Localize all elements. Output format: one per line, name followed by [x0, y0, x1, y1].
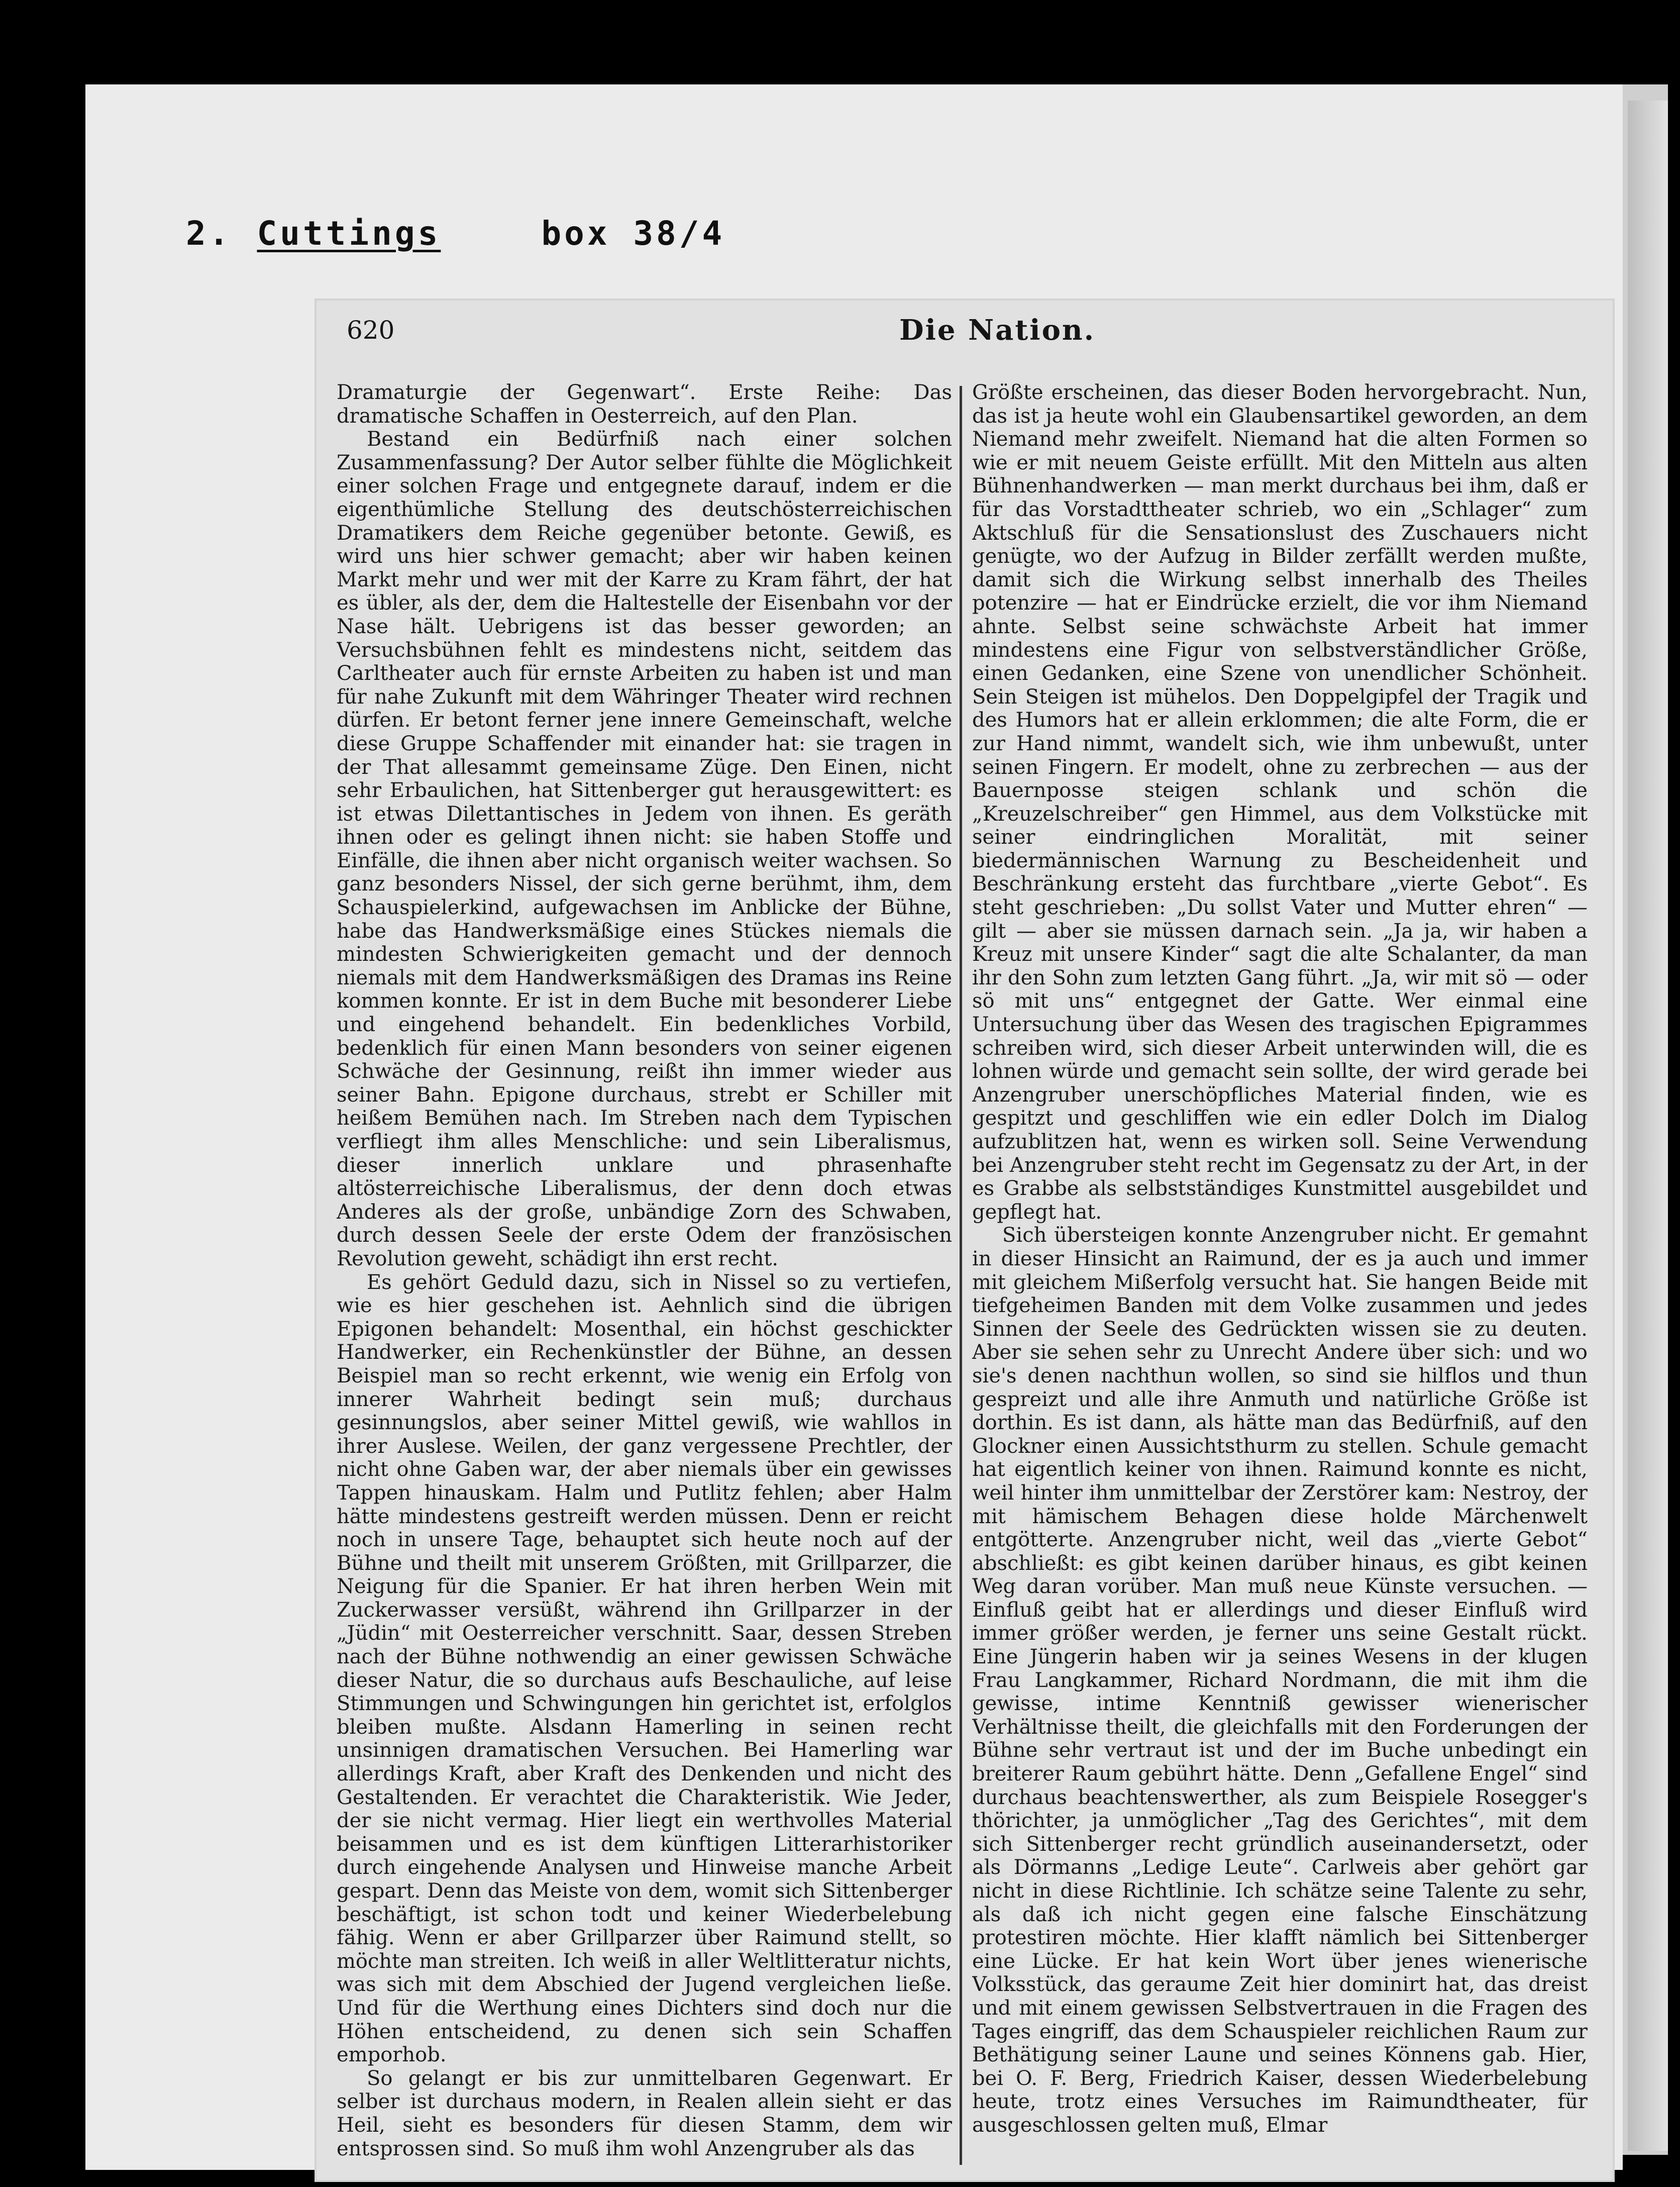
paragraph: Dramaturgie der Gegenwart“. Erste Reihe: Das dramatische Schaffen in Oesterreich, auf den Plan. [337, 381, 952, 428]
page-number: 620 [347, 316, 395, 345]
newspaper-clipping [317, 301, 1613, 2180]
archive-label-number: 2. [186, 214, 232, 253]
archive-label-box: box 38/4 [541, 214, 725, 253]
journal-title: Die Nation. [899, 314, 1096, 347]
paragraph: Sich übersteigen konnte Anzengruber nicht. Er gemahnt in dieser Hinsicht an Raimund, der es ja auch und immer mit gleichem Mißerfolg versucht hat. Sie hangen Beide mit tiefgeheimen Banden mit dem Volke zusammen und jedes Sinnen der Seele des Gedrückten wissen sie zu deuten. Aber sie sehen sehr zu Unrecht Andere über sich: und wo sie's denen nachthun wollen, so sind sie hilflos und thun gespreizt und alle ihre Anmuth und natürliche Größe ist dorthin. Es ist dann, als hätte man das Bedürfniß, auf den Glockner einen Aussichtsthurm zu stellen. Schule gemacht hat eigentlich keiner von ihnen. Raimund konnte es nicht, weil hinter ihm unmittelbar der Zerstörer kam: Nestroy, der mit hämischem Behagen diese holde Märchenwelt entgötterte. Anzengruber nicht, weil das „vierte Gebot“ abschließt: es gibt keinen darüber hinaus, es gibt keinen Weg daran vorüber. Man muß neue Künste versuchen. — Einfluß geibt hat er allerdings und dieser Einfluß wird immer größer werden, je ferner uns seine Gestalt rückt. Eine Jüngerin haben wir ja seines Wesens in der klugen Frau Langkammer, Richard Nordmann, die mit ihm die gewisse, intime Kenntniß gewisser wienerischer Verhältnisse theilt, die gleichfalls mit den Forderungen der Bühne sehr vertraut ist und der im Buche unbedingt ein breiterer Raum gebührt hätte. Denn „Gefallene Engel“ sind durchaus beachtenswerther, als zum Beispiele Rosegger's thörichter, ja unmöglicher „Tag des Gerichtes“, mit dem sich Sittenberger recht gründlich auseinandersetzt, oder als Dörmanns „Ledige Leute“. Carlweis aber gehört gar nicht in diese Richtlinie. Ich schätze seine Talente zu sehr, als daß ich nicht gegen eine falsche Einschätzung protestiren möchte. Hier klafft nämlich bei Sittenberger eine Lücke. Er hat kein Wort über jenes wienerische Volksstück, das geraume Zeit hier dominirt hat, das dreist und mit einem gewissen Selbstvertrauen in die Fragen des Tages eingriff, das dem Schauspieler reichlichen Raum zur Bethätigung seiner Laune und seines Könnens gab. Hier, bei O. F. Berg, Friedrich Kaiser, dessen Wiederbelebung heute, trotz eines Versuches im Raimundtheater, für ausgeschlossen gelten muß, Elmar [972, 1224, 1588, 2137]
archive-label [186, 214, 725, 253]
backing-sheet-edge [1628, 101, 1668, 2151]
text-column-left [337, 381, 952, 2170]
paragraph: So gelangt er bis zur unmittelbaren Gegenwart. Er selber ist durchaus modern, in Realen allein sieht er das Heil, sieht es besonders für diesen Stamm, dem wir entsprossen sind. So muß ihm wohl Anzengruber als das [337, 2066, 952, 2160]
paragraph: Bestand ein Bedürfniß nach einer solchen Zusammenfassung? Der Autor selber fühlte die Möglichkeit einer solchen Frage und entgegnete darauf, indem er die eigenthümliche Stellung des deutschösterreichischen Dramatikers dem Reiche gegenüber betonte. Gewiß, es wird uns hier schwer gemacht; aber wir haben keinen Markt mehr und wer mit der Karre zu Kram fährt, der hat es übler, als der, dem die Haltestelle der Eisenbahn vor der Nase hält. Uebrigens ist das besser geworden; an Versuchsbühnen fehlt es mindestens nicht, seitdem das Carltheater auch für ernste Arbeiten zu haben ist und man für nahe Zukunft mit dem Währinger Theater wird rechnen dürfen. Er betont ferner jene innere Gemeinschaft, welche diese Gruppe Schaffender mit einander hat: sie tragen in der That allesammt gemeinsame Züge. Den Einen, nicht sehr Erbaulichen, hat Sittenberger gut herausgewittert: es ist etwas Dilettantisches in Jedem von ihnen. Es geräth ihnen oder es gelingt ihnen nicht: sie haben Stoffe und Einfälle, die ihnen aber nicht organisch weiter wachsen. So ganz besonders Nissel, der sich gerne berühmt, ihm, dem Schauspielerkind, aufgewachsen im Anblicke der Bühne, habe das Handwerksmäßige eines Stückes niemals die mindesten Schwierigkeiten gemacht und der dennoch niemals mit dem Handwerksmäßigen des Dramas ins Reine kommen konnte. Er ist in dem Buche mit besonderer Liebe und eingehend behandelt. Ein bedenkliches Vorbild, bedenklich für einen Mann besonders von seiner eigenen Schwäche der Gesinnung, reißt ihn immer wieder aus seiner Bahn. Epigone durchaus, strebt er Schiller mit heißem Bemühen nach. Im Streben nach dem Typischen verfliegt ihm alles Menschliche: und sein Liberalismus, dieser innerlich unklare und phrasenhafte altösterreichische Liberalismus, der denn doch etwas Anderes als der große, unbändige Zorn des Schwaben, durch dessen Seele der erste Odem der französischen Revolution geweht, schädigt ihn erst recht. [337, 428, 952, 1270]
archive-label-category: Cuttings [257, 214, 441, 253]
paragraph: Es gehört Geduld dazu, sich in Nissel so zu vertiefen, wie es hier geschehen ist. Aehnlich sind die übrigen Epigonen behandelt: Mosenthal, ein höchst geschickter Handwerker, ein Rechenkünstler der Bühne, an dessen Beispiel man so recht erkennt, wie wenig ein Erfolg von innerer Wahrheit bedingt sein muß; durchaus gesinnungslos, aber seiner Mittel gewiß, wie wahllos in ihrer Auslese. Weilen, der ganz vergessene Prechtler, der nicht ohne Gaben war, der aber niemals über ein gewisses Tappen hinauskam. Halm und Putlitz fehlen; aber Halm hätte mindestens gestreift werden müssen. Denn er reicht noch in unsere Tage, behauptet sich heute noch auf der Bühne und theilt mit unserem Größten, mit Grillparzer, die Neigung für die Spanier. Er hat ihren herben Wein mit Zuckerwasser versüßt, während ihn Grillparzer in der „Jüdin“ mit Oesterreicher verschnitt. Saar, dessen Streben nach der Bühne nothwendig an einer gewissen Schwäche dieser Natur, die so durchaus aufs Beschauliche, auf leise Stimmungen und Schwingungen hin gerichtet ist, erfolglos bleiben mußte. Alsdann Hamerling in seinen recht unsinnigen dramatischen Versuchen. Bei Hamerling war allerdings Kraft, aber Kraft des Denkenden und nicht des Gestaltenden. Er verachtet die Charakteristik. Wie Jeder, der sie nicht vermag. Hier liegt ein werthvolles Material beisammen und es ist dem künftigen Litterarhistoriker durch eingehende Analysen und Hinweise manche Arbeit gespart. Denn das Meiste von dem, womit sich Sittenberger beschäftigt, ist schon todt und keiner Wiederbelebung fähig. Wenn er aber Grillparzer über Raimund stellt, so möchte man streiten. Ich weiß in aller Weltlitteratur nichts, was sich mit dem Abschied der Jugend vergleichen ließe. Und für die Werthung eines Dichters sind doch nur die Höhen entscheidend, zu denen sich sein Schaffen emporhob. [337, 1270, 952, 2067]
paragraph: Größte erscheinen, das dieser Boden hervorgebracht. Nun, das ist ja heute wohl ein Glaubensartikel geworden, an dem Niemand mehr zweifelt. Niemand hat die alten Formen so wie er mit neuem Geiste erfüllt. Mit den Mitteln aus alten Bühnenhandwerken — man merkt durchaus bei ihm, daß er für das Vorstadttheater schrieb, wo ein „Schlager“ zum Aktschluß für die Sensationslust des Zuschauers nicht genügte, wo der Aufzug in Bilder zerfällt werden mußte, damit sich die Wirkung selbst innerhalb des Theiles potenzire — hat er Eindrücke erzielt, die vor ihm Niemand ahnte. Selbst seine schwächste Arbeit hat immer mindestens eine Figur von selbstverständlicher Größe, einen Gedanken, eine Szene von unendlicher Schönheit. Sein Steigen ist mühelos. Den Doppelgipfel der Tragik und des Humors hat er allein erklommen; die alte Form, die er zur Hand nimmt, wandelt sich, wie ihm unbewußt, unter seinen Fingern. Er modelt, ohne zu zerbrechen — aus der Bauernposse steigen schlank und schön die „Kreuzelschreiber“ gen Himmel, aus dem Volkstücke mit seiner eindringlichen Moralität, mit seiner biedermännischen Warnung zu Bescheidenheit und Beschränkung ersteht das furchtbare „vierte Gebot“. Es steht geschrieben: „Du sollst Vater und Mutter ehren“ — gilt — aber sie müssen darnach sein. „Ja ja, wir haben a Kreuz mit unsere Kinder“ sagt die alte Schalanter, da man ihr den Sohn zum letzten Gang führt. „Ja, wir mit sö — oder sö mit uns“ entgegnet der Gatte. Wer einmal eine Untersuchung über das Wesen des tragischen Epigrammes schreiben wird, sich dieser Arbeit unterwinden will, die es lohnen würde und gemacht sein sollte, der wird gerade bei Anzengruber unerschöpfliches Material finden, wie es gespitzt und geschliffen wie ein edler Dolch im Dialog aufzublitzen hat, wenn es wirken soll. Seine Verwendung bei Anzengruber steht recht im Gegensatz zu der Art, in der es Grabbe als selbstständiges Kunstmittel ausgebildet und gepflegt hat. [972, 381, 1588, 1224]
column-divider [960, 386, 962, 2165]
archive-sheet [85, 84, 1623, 2170]
page-header [347, 316, 1593, 356]
text-column-right [972, 381, 1588, 2170]
